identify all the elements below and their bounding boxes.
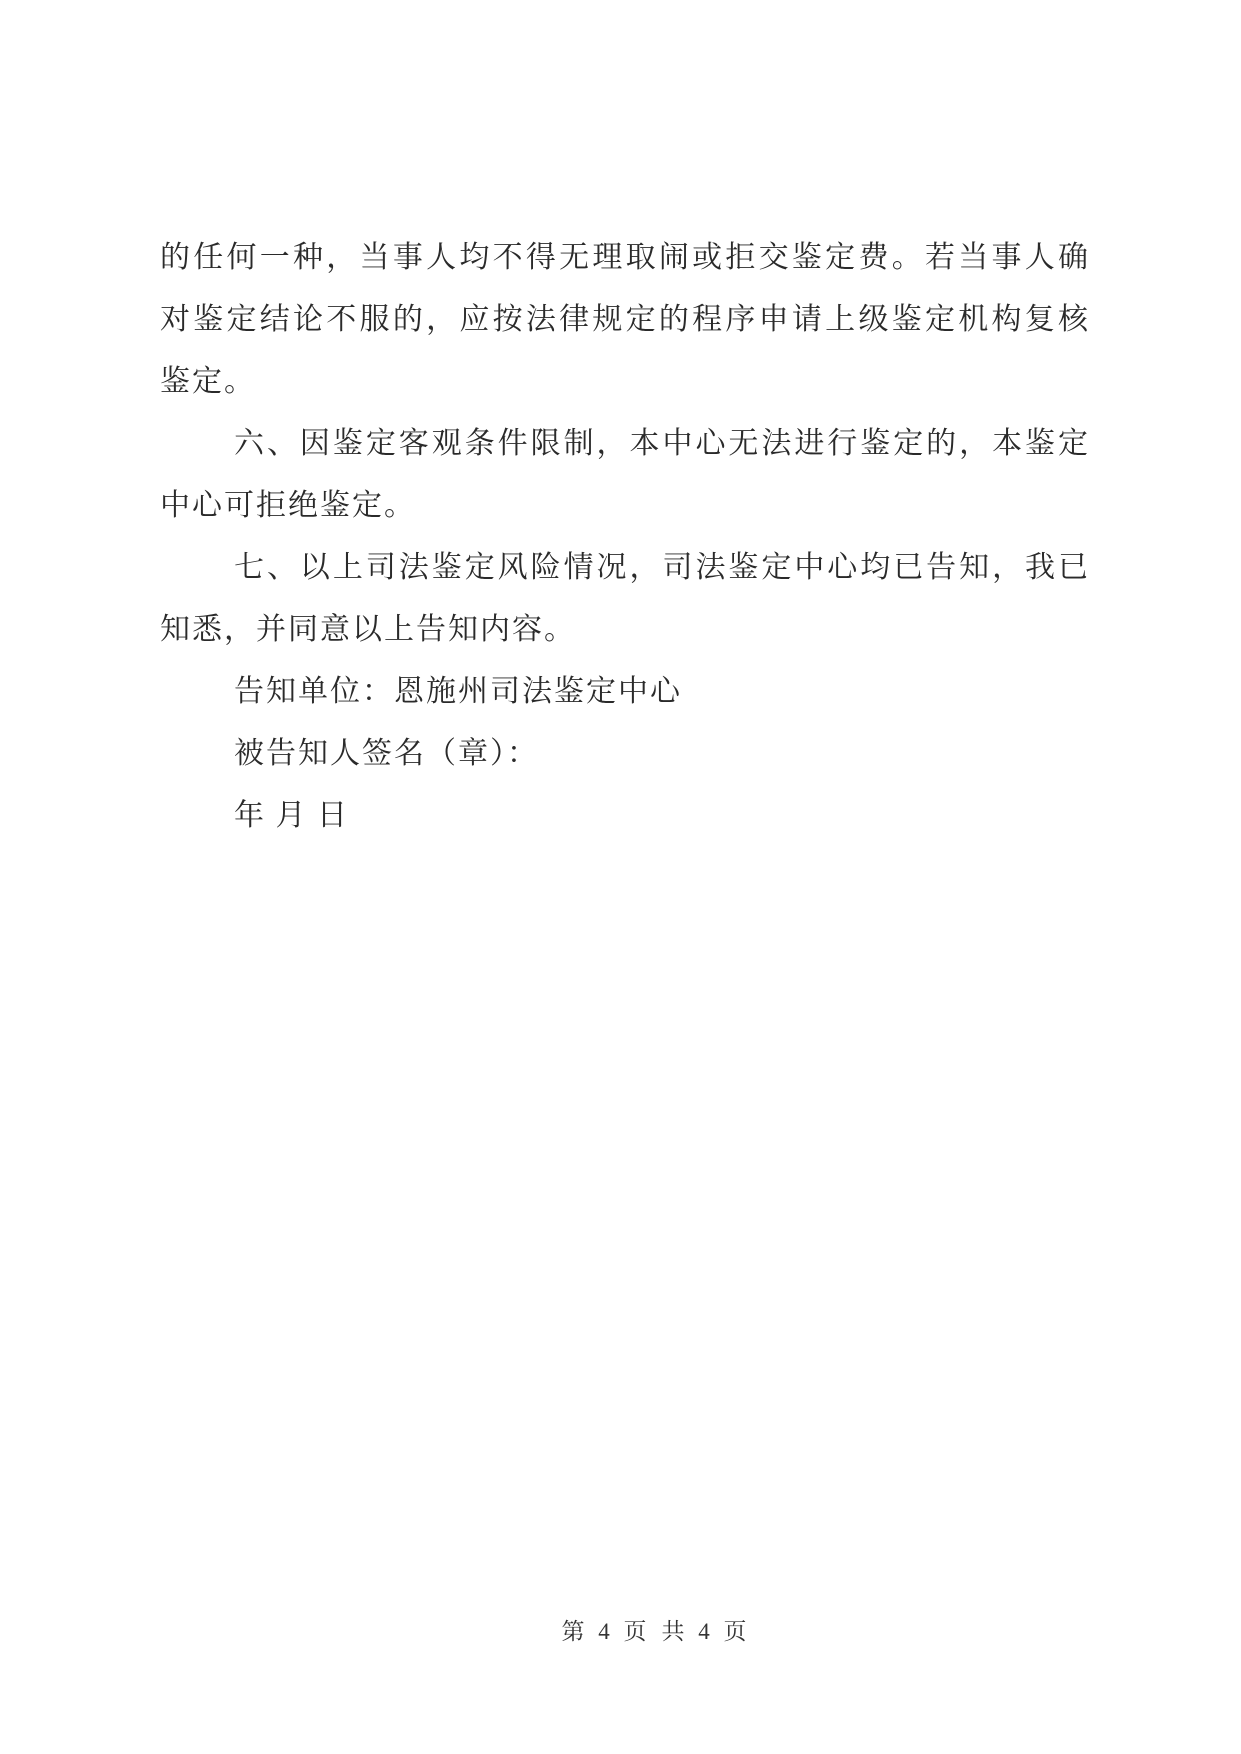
body-line-5: 中心可拒绝鉴定。: [160, 489, 416, 522]
body-line-3: 鉴定。: [160, 365, 256, 398]
body-text-block: [160, 227, 1090, 847]
date-line: 年 月 日: [234, 799, 349, 832]
notifying-unit-line: 告知单位：恩施州司法鉴定中心: [234, 675, 682, 708]
body-line-1: 的任何一种，当事人均不得无理取闹或拒交鉴定费。若当事人确: [160, 241, 1090, 274]
page-footer: [0, 1614, 1241, 1650]
page-number-label: 第 4 页: [561, 1619, 648, 1644]
body-line-7: 知悉，并同意以上告知内容。: [160, 613, 576, 646]
body-line-4: 六、因鉴定客观条件限制，本中心无法进行鉴定的，本鉴定: [234, 427, 1090, 460]
body-line-2: 对鉴定结论不服的，应按法律规定的程序申请上级鉴定机构复核: [160, 303, 1090, 336]
signature-line: 被告知人签名（章）：: [234, 737, 539, 770]
page-total-label: 共 4 页: [661, 1619, 748, 1644]
body-line-6: 七、以上司法鉴定风险情况，司法鉴定中心均已告知，我已: [234, 551, 1090, 584]
